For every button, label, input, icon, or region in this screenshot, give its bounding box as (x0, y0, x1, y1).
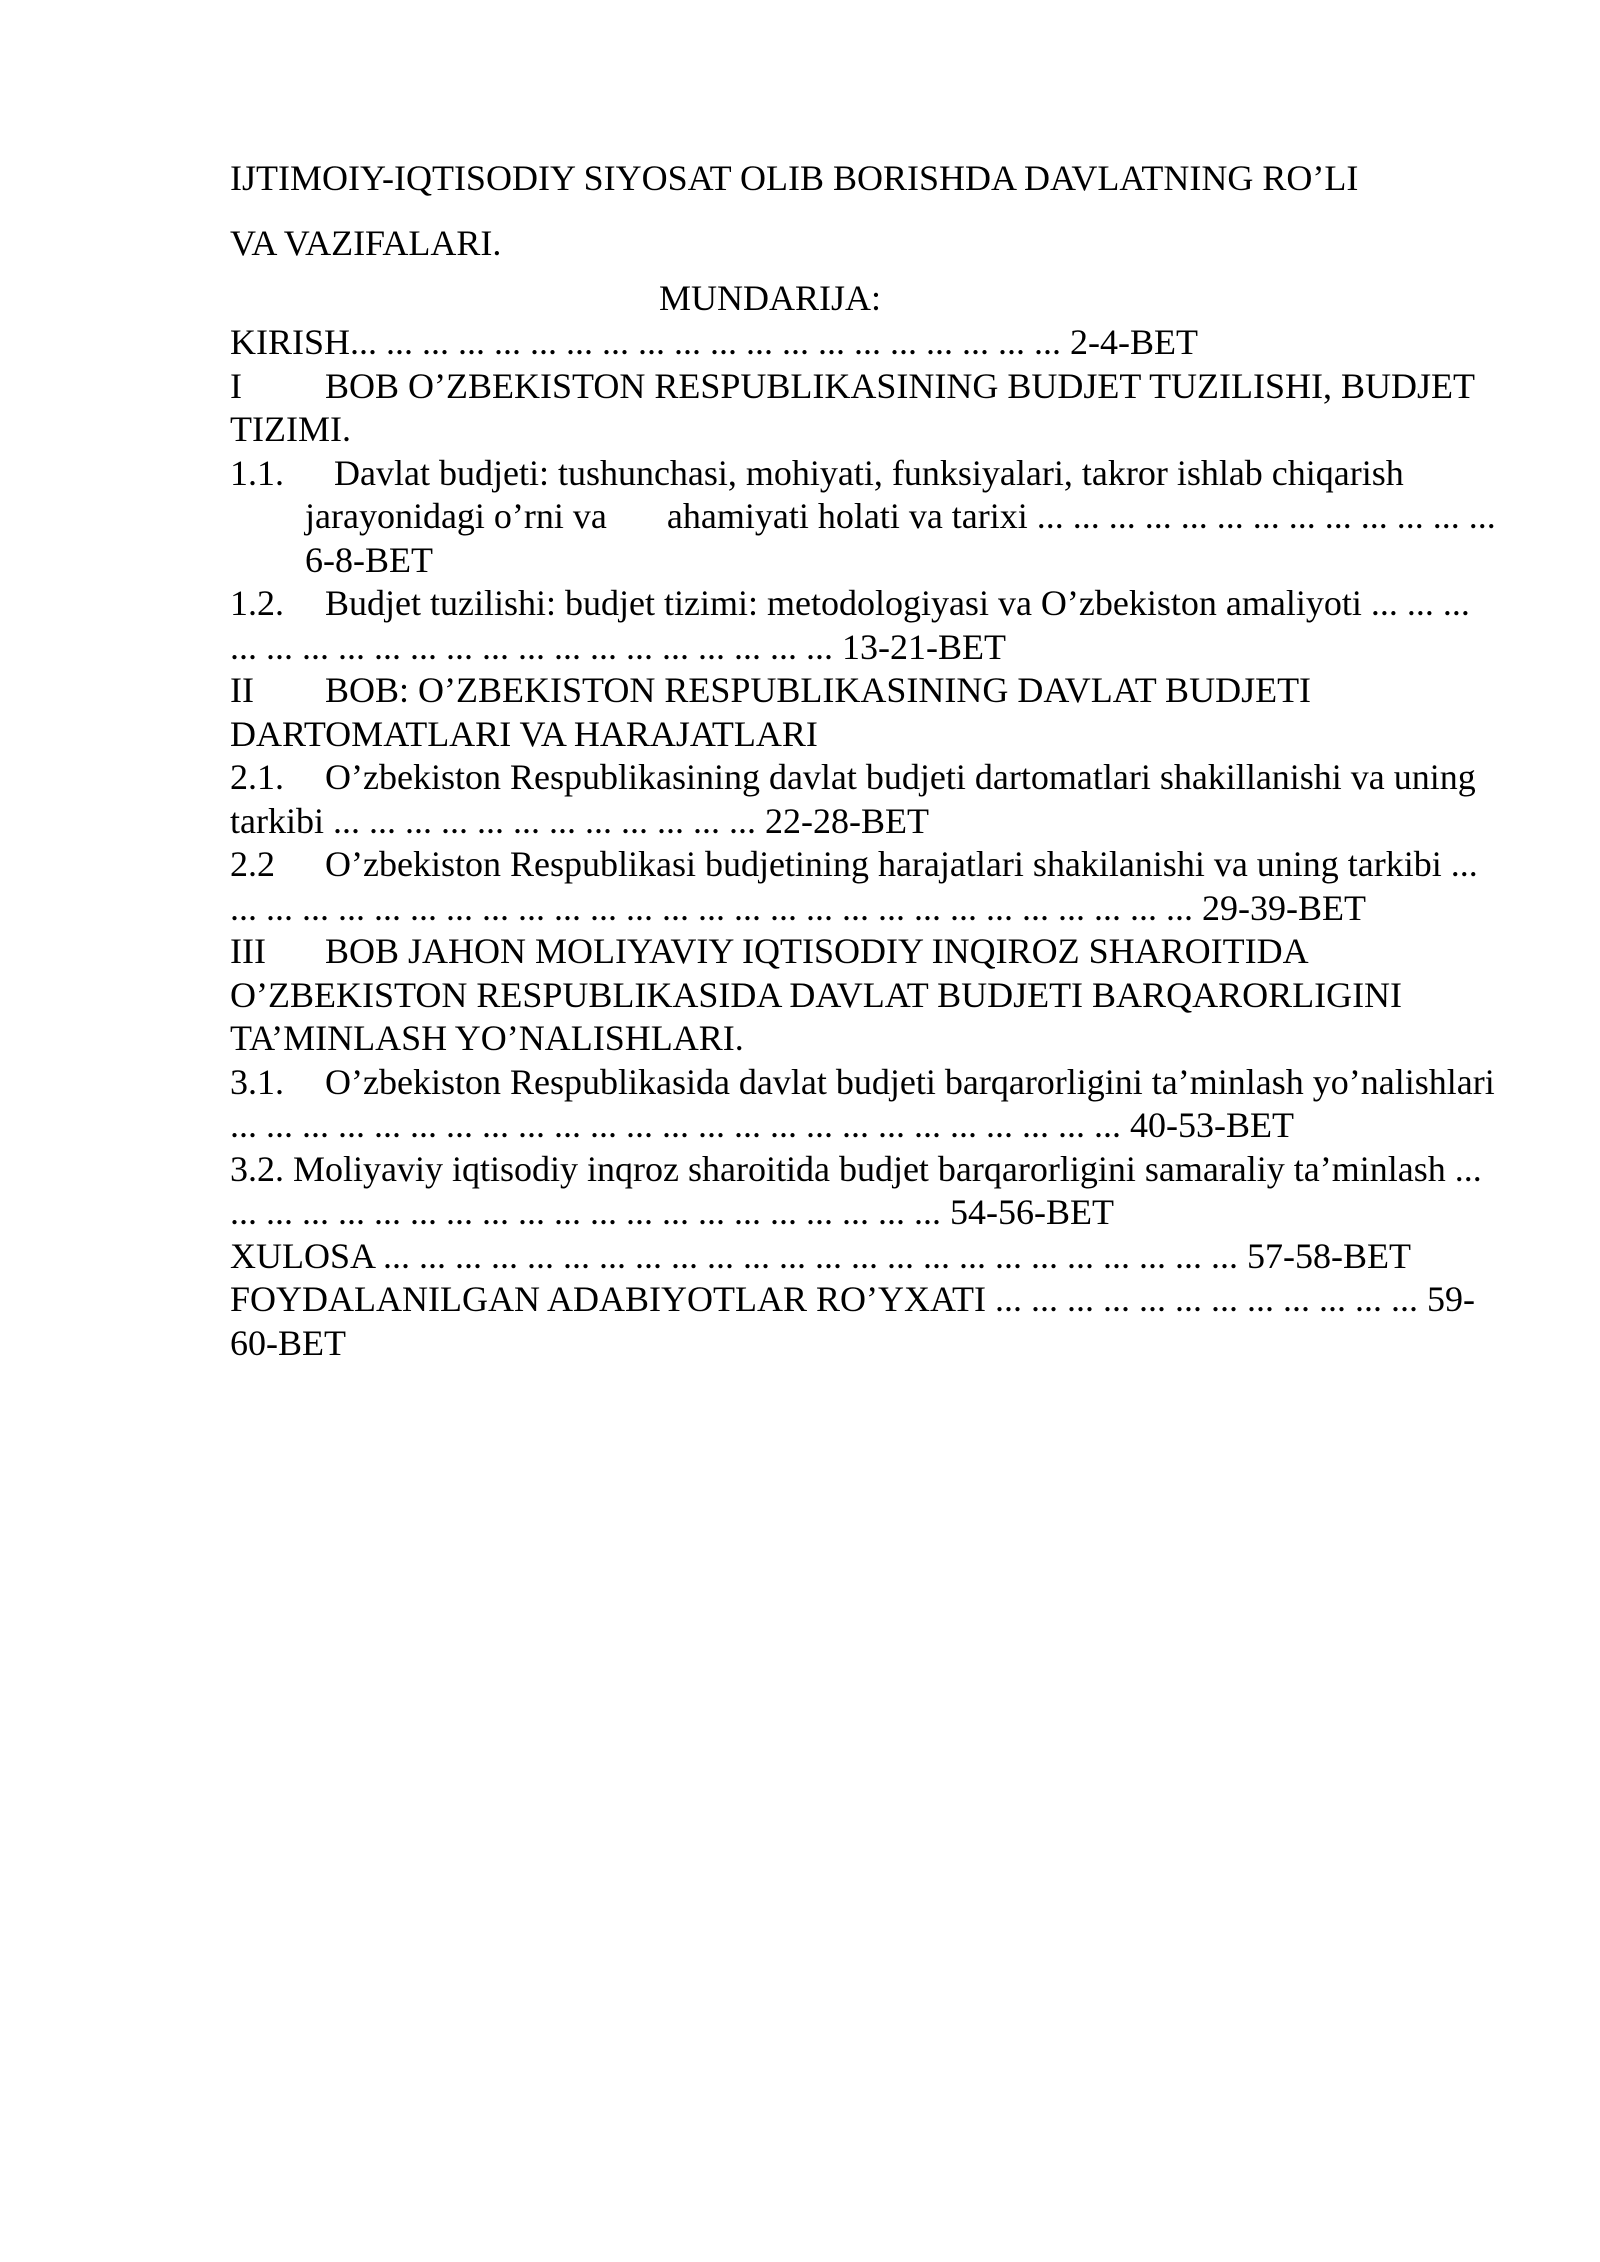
toc-chapter-3 (230, 930, 1500, 1061)
toc-chapter-1 (230, 365, 1500, 452)
toc-section-text: Budjet tuzilishi: budjet tizimi: metodologiyasi va O’zbekiston amaliyoti ... ... ... ... ... ... ... ... ... ... ... ... ... ... ... ... ... ... ... ... 13-21-BET (230, 583, 1470, 667)
document-title-line-2: VA VAZIFALARI. (230, 223, 502, 263)
toc-section-number: 2.2 (230, 844, 275, 884)
toc-chapter-title: BOB O’ZBEKISTON RESPUBLIKASINING BUDJET TUZILISHI, BUDJET TIZIMI. (230, 365, 1475, 449)
toc-chapter-number: III (230, 931, 266, 971)
toc-entry-xulosa (230, 1235, 1500, 1279)
toc-chapter-title: BOB JAHON MOLIYAVIY IQTISODIY INQIROZ SHAROITIDA O’ZBEKISTON RESPUBLIKASIDA DAVLAT BUDJETI BARQARORLIGINI TA’MINLASH YO’NALISHLARI. (230, 931, 1403, 1058)
toc-chapter-number: I (230, 365, 242, 406)
toc-entry-kirish (230, 321, 1500, 365)
toc-entry-adabiyotlar (230, 1278, 1500, 1365)
toc-section-text-line-1: Davlat budjeti: tushunchasi, mohiyati, funksiyalari, takror ishlab chiqarish (334, 452, 1404, 493)
toc-entry-text: XULOSA ... ... ... ... ... ... ... ... ... ... ... ... ... ... ... ... ... ... ... ... ... ... ... ... 57-58-BET (230, 1235, 1411, 1276)
toc-section-text: 3.2. Moliyaviy iqtisodiy inqroz sharoitida budjet barqarorligini samaraliy ta’minlash ... ... ... ... ... ... ... ... ... ... ... ... ... ... ... ... ... ... ... ... ... 54-56-BET (230, 1148, 1482, 1232)
toc-chapter-2 (230, 669, 1500, 756)
toc-section-1-2 (230, 582, 1500, 669)
toc-section-text: O’zbekiston Respublikasi budjetining harajatlari shakilanishi va uning tarkibi ... ... ... ... ... ... ... ... ... ... ... ... ... ... ... ... ... ... ... ... ... ... ... ... ... ... ... ... 29-39-BET (230, 844, 1478, 928)
toc-section-3-1 (230, 1061, 1500, 1148)
document-content (230, 146, 1500, 1365)
toc-entry-text: FOYDALANILGAN ADABIYOTLAR RO’YXATI ... ... ... ... ... ... ... ... ... ... ... ... 59-60-BET (230, 1279, 1475, 1363)
toc-section-2-2 (230, 843, 1500, 930)
toc-section-text-line-2b: ahamiyati holati va tarixi ... ... ... ... ... ... ... ... ... ... ... ... ... 6-8-BET (305, 496, 1496, 580)
toc-section-number: 3.1. (230, 1061, 284, 1102)
document-title (230, 146, 1500, 276)
toc-section-number: 1.1. (230, 452, 284, 493)
toc-section-text: O’zbekiston Respublikasining davlat budjeti dartomatlari shakillanishi va uning tarkibi ... ... ... ... ... ... ... ... ... ... ... ... 22-28-BET (230, 757, 1476, 841)
toc-heading: MUNDARIJA: (658, 278, 881, 318)
toc-section-continuation (230, 495, 1500, 582)
toc-section-1-1 (230, 452, 1500, 583)
toc-section-number: 2.1. (230, 757, 284, 797)
toc-section-text: O’zbekiston Respublikasida davlat budjeti barqarorligini ta’minlash yo’nalishlari ... ... ... ... ... ... ... ... ... ... ... ... ... ... ... ... ... ... ... ... ... ... ... ... ... 40-53-BET (230, 1061, 1495, 1145)
toc-section-number: 1.2. (230, 583, 284, 623)
toc-section-text-line-2a: jarayonidagi o’rni va (305, 496, 607, 536)
toc-chapter-title: BOB: O’ZBEKISTON RESPUBLIKASINING DAVLAT BUDJETI DARTOMATLARI VA HARAJATLARI (230, 670, 1312, 754)
toc-section-3-2 (230, 1148, 1500, 1235)
toc-chapter-number: II (230, 670, 254, 710)
toc-entry-text: KIRISH... ... ... ... ... ... ... ... ... ... ... ... ... ... ... ... ... ... ... ... 2-4-BET (230, 322, 1198, 362)
document-title-line-1: IJTIMOIY-IQTISODIY SIYOSAT OLIB BORISHDA DAVLATNING RO’LI (230, 158, 1359, 198)
toc-section-2-1 (230, 756, 1500, 843)
table-of-contents (230, 321, 1500, 1365)
